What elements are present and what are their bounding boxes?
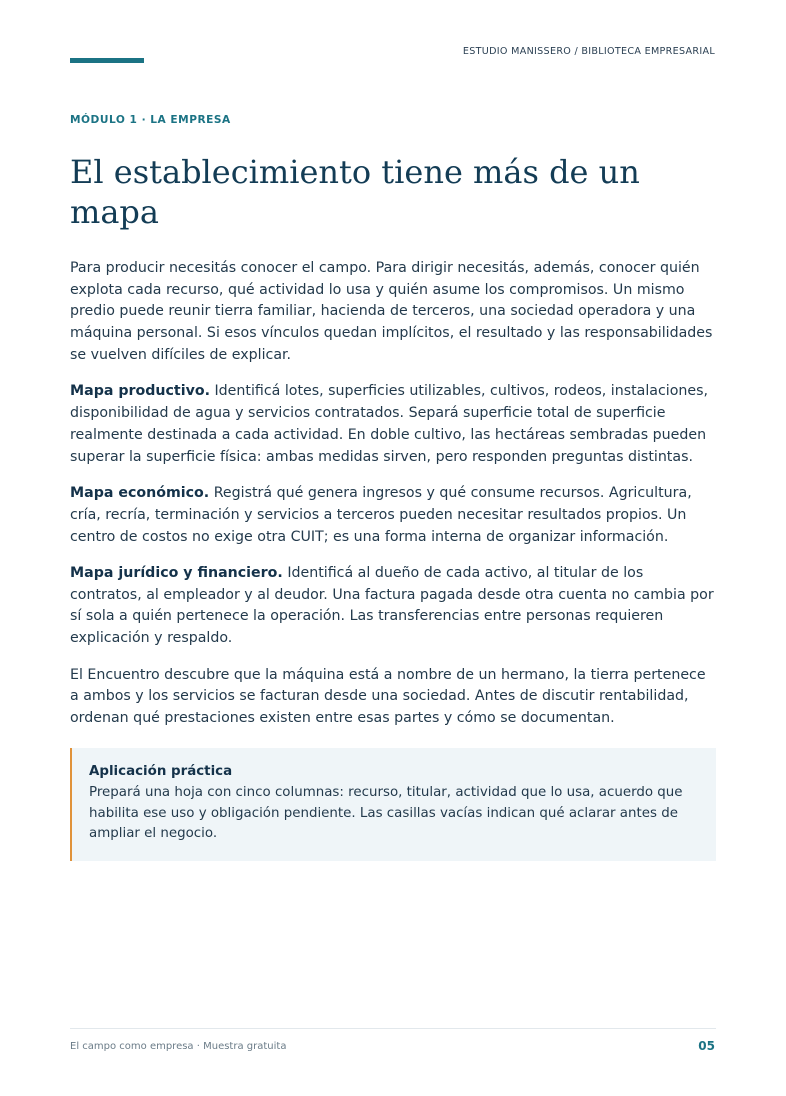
page-number: 05 [698, 1039, 715, 1053]
section-productivo [70, 381, 716, 468]
section-text: Identificá al dueño de cada activo, al titular de los contratos, al empleador y al deudor. Una factura pagada desde otra cuenta no cambia por sí sola a quién pertenece la operación. Las transferencias entre personas requieren explicación y respaldo. [70, 564, 714, 647]
module-eyebrow: MÓDULO 1 · LA EMPRESA [70, 114, 231, 126]
intro-paragraph: Para producir necesitás conocer el campo. Para dirigir necesitás, además, conocer quién explota cada recurso, qué actividad lo usa y quién asume los compromisos. Un mismo predio puede reunir tierra familiar, hacienda de terceros, una sociedad operadora y una máquina personal. Si esos vínculos quedan implícitos, el resultado y las responsabilidades se vuelven difíciles de explicar. [70, 259, 713, 363]
running-head: ESTUDIO MANISSERO / BIBLIOTECA EMPRESARIAL [462, 46, 715, 57]
section-text: Registrá qué genera ingresos y qué consume recursos. Agricultura, cría, recría, terminación y servicios a terceros pueden necesitar resultados propios. Un centro de costos no exige otra CUIT; es una forma interna de organizar información. [70, 484, 692, 545]
section-text: Identificá lotes, superficies utilizables, cultivos, rodeos, instalaciones, disponibilidad de agua y servicios contratados. Separá superficie total de superficie realmente destinada a cada actividad. En doble cultivo, las hectáreas sembradas pueden superar la superficie física: ambas medidas sirven, pero responden preguntas distintas. [70, 383, 709, 465]
closing-paragraph: El Encuentro descubre que la máquina está a nombre de un hermano, la tierra pertenece a ambos y los servicios se facturan desde una sociedad. Antes de discutir rentabilidad, ordenan qué prestaciones existen entre esas partes y cómo se documentan. [70, 666, 706, 727]
section-lead: Mapa económico. [70, 484, 210, 501]
callout-body: Prepará una hoja con cinco columnas: recurso, titular, actividad que lo usa, acuerdo que habilita ese uso y obligación pendiente. Las casillas vacías indican qué aclarar antes de ampliar el negocio. [89, 784, 683, 842]
section-lead: Mapa productivo. [70, 383, 210, 400]
article [70, 110, 716, 861]
callout-title: Aplicación práctica [89, 763, 233, 779]
section-lead: Mapa jurídico y financiero. [70, 564, 283, 581]
footer-divider [70, 1028, 716, 1029]
footer-publication: El campo como empresa · Muestra gratuita [70, 1041, 287, 1052]
practical-application-callout [70, 748, 716, 861]
page-title: El establecimiento tiene más de un mapa [70, 152, 640, 231]
header-accent-bar [70, 58, 144, 63]
section-economico [70, 483, 716, 548]
section-juridico [70, 563, 716, 650]
